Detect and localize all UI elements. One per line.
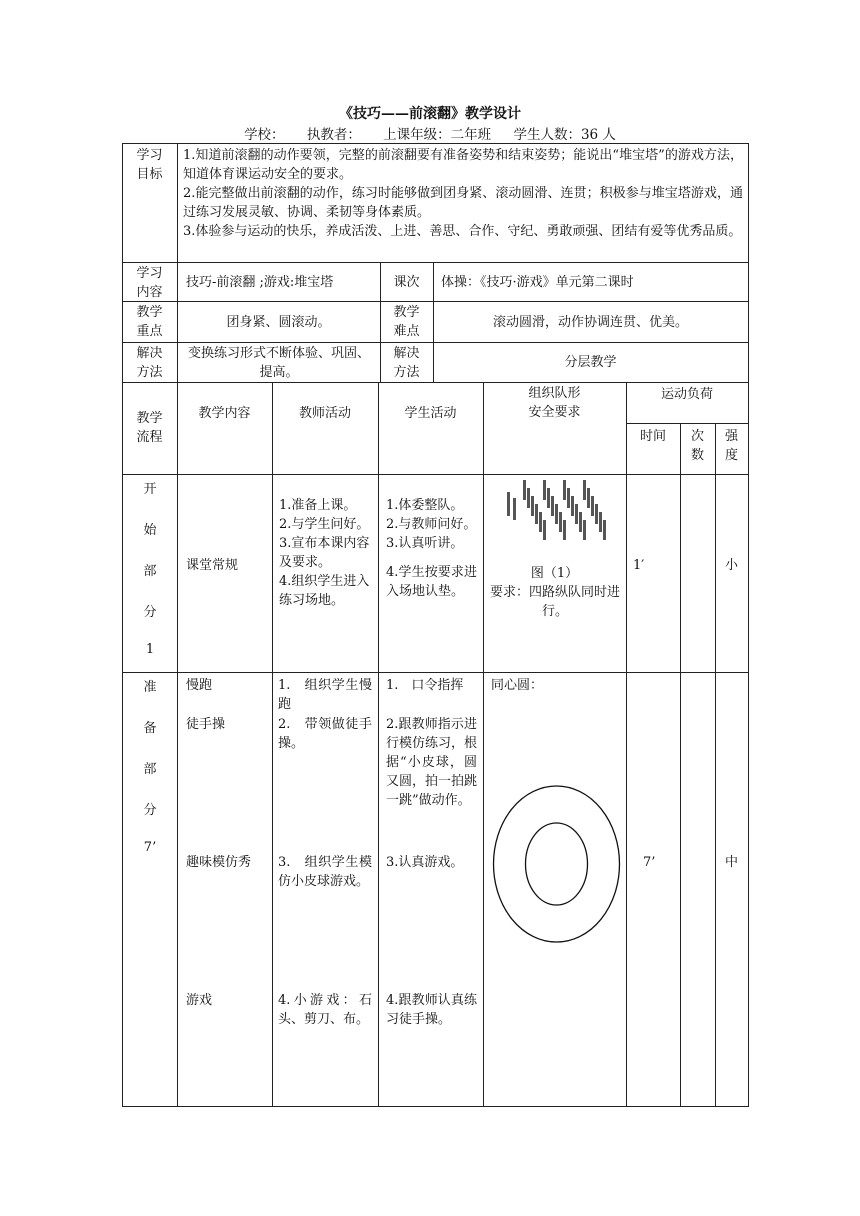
difficulty-value: 滚动圆滑，动作协调连贯、优美。 — [492, 315, 688, 330]
header-student-activity: 学生活动 — [404, 406, 457, 421]
method-label-2: 解决 方法 — [393, 346, 420, 380]
section1-student — [386, 496, 477, 601]
grade-label: 上课年级：二年班 — [383, 127, 492, 143]
section2-student-3: 3.认真游戏。 — [386, 855, 464, 870]
section2-teacher-2: 2. 带领做徒手操。 — [278, 717, 372, 751]
header-teacher-activity: 教师活动 — [298, 406, 351, 421]
section2-content-2: 徒手操 — [186, 717, 226, 732]
lesson-label: 课次 — [393, 275, 420, 290]
section2-teacher-4: 4.小游戏：石头、剪刀、布。 — [278, 993, 372, 1027]
student-step: 2.与教师问好。 — [386, 517, 477, 532]
goal-item: 2.能完整做出前滚翻的动作，练习时能够做到团身紧、滚动圆滑、连贯；积极参与堆宝塔游戏，通过练习发展灵敏、协调、柔韧等身体素质。 — [183, 186, 743, 220]
header-count: 次 数 — [690, 429, 704, 463]
section1-teacher — [279, 496, 371, 610]
focus-label: 教学 重点 — [136, 305, 163, 339]
section2-intensity: 中 — [724, 855, 738, 870]
section2-content-4: 游戏 — [186, 993, 213, 1008]
section2-content-1: 慢跑 — [186, 678, 213, 693]
method-label: 解决 方法 — [136, 346, 163, 380]
school-label: 学校： — [244, 127, 285, 143]
header-flow: 教学 流程 — [136, 411, 163, 445]
goal-item: 1.知道前滚翻的动作要领，完整的前滚翻要有准备姿势和结束姿势；能说出“堆宝塔”的游戏方法，知道体育课运动安全的要求。 — [183, 148, 743, 182]
student-step: 3.认真听讲。 — [386, 536, 464, 551]
formation-figure — [503, 480, 613, 552]
section1-requirement: 要求：四路纵队同时进行。 — [490, 585, 621, 619]
goal-item: 3.体验参与运动的快乐，养成活泼、上进、善思、合作、守纪、勇敢顽强、团结有爱等优秀品质。 — [183, 224, 742, 239]
lesson-value: 体操：《技巧·游戏》单元第二课时 — [441, 275, 634, 290]
focus-value: 团身紧、圆滚动。 — [226, 315, 331, 330]
section2-teacher-3: 3. 组织学生模仿小皮球游戏。 — [278, 855, 372, 889]
header-load: 运动负荷 — [660, 387, 713, 402]
section2-student-2: 2.跟教师指示进行模仿练习，根据“小皮球，圆又圆，拍一拍跳一跳”做动作。 — [386, 717, 478, 808]
goals-list — [183, 146, 743, 241]
section1-time: 1′ — [633, 558, 645, 573]
section2-time: 7’ — [643, 855, 656, 870]
content-value: 技巧-前滚翻 ;游戏:堆宝塔 — [186, 275, 334, 290]
teacher-step: 3.宣布本课内容及要求。 — [279, 536, 370, 570]
section2-content-3: 趣味模仿秀 — [186, 855, 252, 870]
document-info — [0, 123, 860, 143]
teacher-step: 1.准备上课。 — [279, 498, 357, 513]
header-organization: 组织队形 安全要求 — [528, 386, 581, 420]
student-step: 4.学生按要求进入场地认垫。 — [386, 565, 477, 599]
section2-student-1: 1. 口令指挥 — [386, 678, 464, 693]
section1-content: 课堂常规 — [186, 558, 239, 573]
difficulty-label: 教学 难点 — [393, 305, 420, 339]
header-teaching-content: 教学内容 — [198, 406, 251, 421]
teacher-label: 执教者： — [306, 127, 361, 143]
organization-label: 同心圆： — [491, 678, 544, 693]
figure-caption: 图（1） — [530, 566, 579, 581]
goals-label: 学习 目标 — [136, 148, 163, 182]
section2-teacher-1: 1. 组织学生慢跑 — [278, 678, 372, 712]
teacher-step: 4.组织学生进入练习场地。 — [279, 574, 370, 608]
teacher-step: 2.与学生问好。 — [279, 517, 370, 532]
student-step: 1.体委整队。 — [386, 498, 464, 513]
content-label: 学习 内容 — [136, 266, 163, 300]
section1-intensity: 小 — [724, 558, 738, 573]
header-time: 时间 — [639, 429, 666, 444]
section2-name: 准 备 部 分 7’ — [143, 680, 157, 855]
method-value-2: 分层教学 — [564, 355, 617, 370]
method-value: 变换练习形式不断体验、巩固、提高。 — [187, 346, 370, 380]
document-title: 《技巧——前滚翻》教学设计 — [339, 106, 521, 122]
section2-student-4: 4.跟教师认真练习徒手操。 — [386, 993, 477, 1027]
concentric-circles-diagram — [492, 784, 622, 944]
section1-name: 开 始 部 分 1 — [143, 482, 157, 657]
students-label: 学生人数：36 人 — [513, 127, 616, 143]
header-intensity: 强 度 — [724, 429, 738, 463]
